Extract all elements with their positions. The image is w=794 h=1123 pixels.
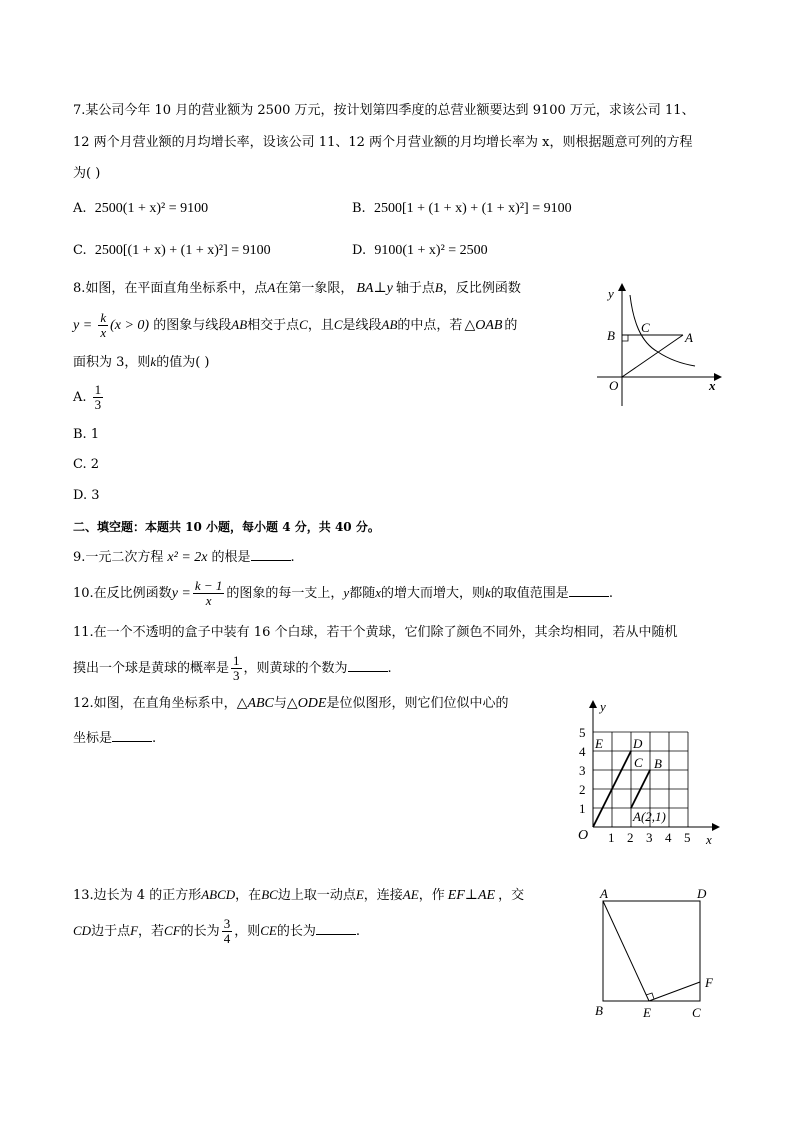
q8-var: C — [299, 317, 308, 332]
q12-x-tick: 1 — [608, 830, 615, 845]
q8-text: 的中点，若 — [397, 318, 463, 333]
q10-text: 的取值范围是 — [490, 586, 569, 601]
q13-label-b: B — [595, 1003, 603, 1018]
q10-answer-blank[interactable] — [569, 584, 609, 597]
q8-text: 的 — [504, 318, 518, 333]
q12-text: 与 — [273, 696, 287, 711]
q13-text: 边于点 — [91, 924, 131, 939]
q12-label-c: C — [634, 755, 643, 770]
q9-answer-blank[interactable] — [251, 548, 291, 561]
q8-option-a-label: A. — [73, 390, 87, 405]
q8-text: ，反比例函数 — [442, 281, 521, 296]
q9-end: . — [290, 550, 295, 565]
q8-math: BA⊥y — [356, 281, 393, 296]
q7-option-c-formula: 2500[(1 + x) + (1 + x)²] = 9100 — [94, 243, 271, 258]
q12-x-tick: 2 — [627, 830, 634, 845]
q12-triangle-abc: △ABC — [236, 696, 274, 711]
q12-y-tick: 4 — [579, 744, 586, 759]
q12-label-y: y — [600, 699, 606, 714]
q13-text: 的长为 — [180, 924, 220, 939]
q12-text: 是位似图形，则它们位似中心的 — [326, 696, 509, 711]
q12-x-tick: 5 — [684, 830, 691, 845]
q13-text: ，若 — [138, 924, 165, 939]
q10-frac-num: k − 1 — [194, 578, 223, 593]
q8-frac-den: x — [100, 325, 107, 340]
q8-option-a — [73, 381, 105, 415]
q12-label-o: O — [578, 828, 589, 843]
q8-line1 — [73, 277, 521, 299]
q10-y: y = — [171, 586, 191, 601]
q13-frac-den: 4 — [223, 931, 231, 946]
q13-label-d: D — [697, 886, 707, 901]
q8-var: AB — [381, 317, 398, 332]
q8-line2 — [73, 308, 517, 342]
q8-label-x: x — [709, 378, 716, 393]
q7-line3: 为( ) — [73, 166, 101, 181]
q13-text: 13.边长为 4 的正方形 — [73, 888, 202, 903]
q10-text: 的增大而增大，则 — [381, 586, 486, 601]
q12-label-b: B — [654, 756, 662, 771]
q13-text: ，连接 — [363, 888, 403, 903]
q7-option-b-label: B. — [352, 201, 366, 216]
q12-line1 — [73, 693, 508, 715]
q8-label-o: O — [609, 378, 619, 393]
q13-frac-num: 3 — [223, 916, 231, 931]
q12-y-tick: 3 — [579, 763, 586, 778]
q10-var: y — [343, 585, 350, 600]
q7-option-d — [352, 240, 488, 262]
q8-option-a-num: 1 — [94, 382, 102, 397]
q13-label-a: A — [600, 886, 608, 901]
q9-math: x² = 2x — [167, 550, 208, 565]
q8-figure — [595, 280, 725, 410]
q13-text: ，在 — [235, 888, 262, 903]
q12-y-tick: 1 — [579, 801, 586, 816]
q8-cond: (x > 0) — [110, 318, 150, 333]
q8-label-c: C — [641, 320, 650, 335]
q11-text: ，则黄球的个数为 — [243, 661, 348, 676]
q8-triangle: △OAB — [464, 318, 503, 333]
q7-option-d-label: D. — [352, 243, 367, 258]
q8-option-a-den: 3 — [94, 397, 102, 412]
q13-label-c: C — [692, 1005, 701, 1020]
q13-segment-ef — [649, 982, 700, 1001]
q8-segment-oa — [622, 335, 683, 377]
q10-end: . — [608, 586, 613, 601]
q13-var: E — [355, 887, 364, 902]
q8-option-c: C. 2 — [73, 457, 100, 472]
q13-var: ABCD — [201, 887, 236, 902]
q8-var: C — [333, 317, 343, 332]
q13-line2 — [73, 912, 360, 950]
q12-label-x: x — [706, 832, 712, 847]
q7-option-c — [73, 240, 271, 262]
q10-var: x — [375, 585, 381, 600]
q8-func-y: y = — [73, 318, 93, 333]
q8-text: 面积为 3，则 — [73, 355, 151, 370]
q8-right-angle — [622, 335, 628, 341]
q9-text: 的根是 — [211, 550, 251, 565]
q8-text: 8.如图，在平面直角坐标系中，点 — [73, 281, 268, 296]
q12-triangle-ode: △ODE — [286, 696, 327, 711]
q7-option-b-formula: 2500[1 + (1 + x) + (1 + x)²] = 9100 — [373, 201, 572, 216]
q8-option-d: D. 3 — [73, 488, 100, 503]
q13-answer-blank[interactable] — [316, 922, 356, 935]
q12-text: 坐标是 — [73, 731, 113, 746]
q8-label-a: A — [685, 330, 693, 345]
q10-var: k — [485, 585, 491, 600]
q10-text: 都随 — [349, 586, 376, 601]
q12-x-tick: 3 — [646, 830, 653, 845]
q12-label-d: D — [633, 736, 643, 751]
q11-frac-den: 3 — [233, 668, 240, 683]
q8-text: 的图象与线段 — [153, 318, 232, 333]
q7-option-d-formula: 9100(1 + x)² = 2500 — [374, 243, 488, 258]
q7-option-c-label: C. — [73, 243, 87, 258]
q7-line1: 7.某公司今年 10 月的营业额为 2500 万元，按计划第四季度的总营业额要达到 9100 万元，求该公司 11、 — [73, 103, 695, 118]
section-2-heading: 二、填空题：本题共 10 小题，每小题 4 分，共 40 分。 — [73, 520, 380, 534]
q12-y-tick: 2 — [579, 782, 586, 797]
q13-math: EF⊥AE — [447, 888, 496, 903]
q8-var: k — [150, 354, 157, 369]
q7-line2: 12 两个月营业额的月均增长率，设该公司 11、12 两个月营业额的月均增长率为 x，则根据题意可列的方程 — [73, 135, 693, 150]
q13-var: CD — [73, 923, 92, 938]
q13-text: 的长为 — [276, 924, 316, 939]
q8-option-b: B. 1 — [73, 427, 100, 442]
q13-text: ，交 — [498, 888, 525, 903]
q7-option-b — [352, 198, 572, 220]
q8-text: 的值为( ) — [156, 355, 210, 370]
q12-label-e: E — [595, 736, 603, 751]
q13-var: BC — [261, 887, 278, 902]
q12-answer-blank[interactable] — [112, 729, 152, 742]
q8-var: B — [434, 280, 443, 295]
q13-line1 — [73, 884, 524, 906]
q8-frac-num: k — [100, 310, 107, 325]
q7-option-a-label: A. — [73, 201, 87, 216]
q12-end: . — [152, 731, 157, 746]
q8-text: ，且 — [307, 318, 334, 333]
q11-line1: 11.在一个不透明的盒子中装有 16 个白球，若干个黄球，它们除了颜色不同外，其余均相同，若从中随机 — [73, 625, 678, 640]
q8-var: AB — [231, 317, 248, 332]
q10-frac-den: x — [205, 593, 212, 608]
q13-var: F — [130, 923, 139, 938]
q12-line2 — [73, 728, 156, 750]
q12-x-ticks — [608, 830, 691, 845]
q11-answer-blank[interactable] — [348, 659, 388, 672]
q12-figure — [570, 697, 730, 849]
q8-label-y: y — [608, 286, 614, 301]
q11-frac-num: 1 — [233, 653, 240, 668]
q12-x-tick: 4 — [665, 830, 672, 845]
q8-text: 是线段 — [342, 318, 382, 333]
q7-option-a — [73, 198, 208, 220]
q10 — [73, 574, 613, 612]
q8-var: A — [267, 280, 276, 295]
q8-line3 — [73, 351, 209, 373]
q8-text: 在第一象限， — [275, 281, 354, 296]
q9 — [73, 547, 295, 569]
q11-end: . — [387, 661, 392, 676]
q13-square — [603, 901, 700, 1001]
q12-y-ticks — [579, 725, 586, 816]
q13-figure — [592, 886, 722, 1021]
q13-label-e: E — [643, 1005, 651, 1020]
q13-var: AE — [402, 887, 419, 902]
q8-text: 轴于点 — [395, 281, 435, 296]
q9-text: 9.一元二次方程 — [73, 550, 164, 565]
q7-option-a-formula: 2500(1 + x)² = 9100 — [94, 201, 209, 216]
q13-text: 边上取一动点 — [277, 888, 356, 903]
q13-var: CE — [260, 923, 277, 938]
q13-var: CF — [164, 923, 181, 938]
q10-text: 的图象的每一支上， — [226, 586, 344, 601]
q12-y-tick: 5 — [579, 725, 586, 740]
q11-text: 摸出一个球是黄球的概率是 — [73, 661, 230, 676]
q13-end: . — [355, 924, 360, 939]
q13-label-f: F — [705, 975, 713, 990]
q12-text: 12.如图，在直角坐标系中， — [73, 696, 237, 711]
q13-text: ，则 — [234, 924, 261, 939]
q11-line2 — [73, 650, 392, 688]
q12-label-a: A(2,1) — [633, 809, 666, 824]
q13-segment-ae — [603, 901, 649, 1001]
q8-label-b: B — [607, 328, 615, 343]
q13-text: ，作 — [418, 888, 445, 903]
q10-text: 10.在反比例函数 — [73, 586, 172, 601]
q8-text: 相交于点 — [247, 318, 300, 333]
